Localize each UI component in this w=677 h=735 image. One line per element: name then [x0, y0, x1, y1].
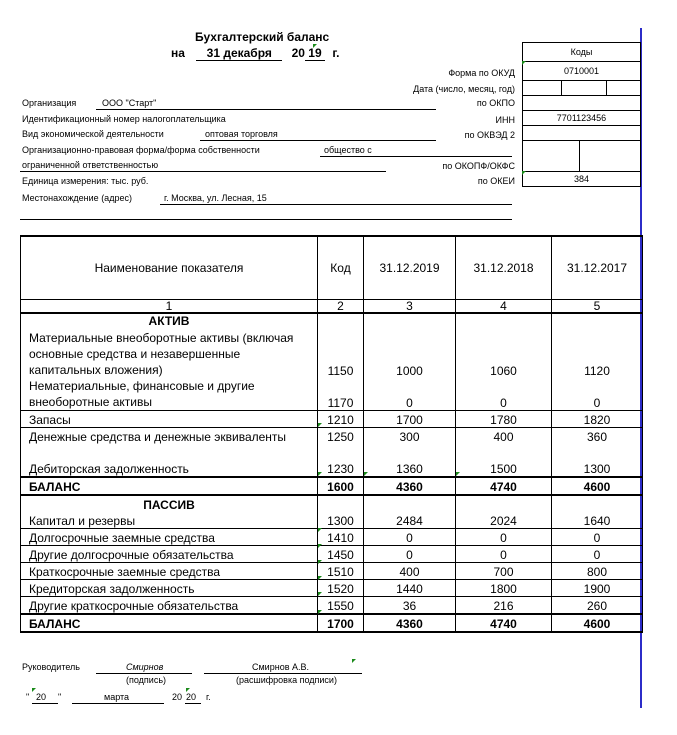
row-value-2019[interactable]: 1700	[364, 411, 456, 428]
row-label: БАЛАНС	[21, 477, 318, 495]
row-code: 1170	[318, 378, 364, 411]
okopf-code[interactable]	[522, 140, 580, 172]
activity-underline	[200, 140, 436, 141]
row-code: 1250	[318, 428, 364, 445]
inn-caption: Идентификационный номер налогоплательщика	[22, 114, 226, 124]
form-underline-2	[20, 171, 386, 172]
row-value-2019[interactable]: 0	[364, 378, 456, 411]
header-code: Код	[318, 236, 364, 300]
row-value-2018[interactable]: 400	[456, 428, 552, 445]
date-year-cell[interactable]	[606, 80, 641, 96]
cell-marker-icon	[522, 61, 526, 65]
row-label: Нематериальные, финансовые и другие внеоборотные активы	[21, 378, 318, 411]
date-code-label: Дата (число, месяц, год)	[413, 84, 515, 94]
row-value-2019[interactable]: 1440	[364, 580, 456, 597]
header-2019: 31.12.2019	[364, 236, 456, 300]
okei-label: по ОКЕИ	[477, 176, 515, 186]
table-row	[21, 597, 643, 615]
row-value-2018[interactable]: 1500	[456, 444, 552, 477]
section-row-passiv	[21, 495, 643, 512]
row-label: Капитал и резервы	[21, 512, 318, 529]
row-value-2019[interactable]: 2484	[364, 512, 456, 529]
col-number: 2	[318, 300, 364, 314]
row-label: БАЛАНС	[21, 614, 318, 632]
cell-marker-icon	[313, 44, 317, 48]
col-number: 4	[456, 300, 552, 314]
col-number: 3	[364, 300, 456, 314]
head-label: Руководитель	[22, 662, 80, 672]
col-number: 5	[552, 300, 643, 314]
table-row	[21, 546, 643, 563]
row-value-2019[interactable]: 4360	[364, 477, 456, 495]
row-value-2018[interactable]: 4740	[456, 477, 552, 495]
date-day-month[interactable]: 31 декабря	[196, 46, 282, 61]
cell-marker-icon	[352, 659, 356, 663]
table-row	[21, 378, 643, 411]
okfs-code[interactable]	[579, 140, 641, 172]
row-value-2018[interactable]: 216	[456, 597, 552, 615]
okei-code[interactable]: 384	[522, 171, 641, 187]
cell-marker-icon	[364, 472, 368, 476]
cell-marker-icon	[318, 560, 322, 564]
cell-marker-icon	[318, 592, 322, 596]
table-header-row	[21, 236, 643, 300]
row-value-2017[interactable]: 360	[552, 428, 643, 445]
row-code: 1450	[318, 546, 364, 563]
row-value-2017[interactable]: 260	[552, 597, 643, 615]
row-label: Долгосрочные заемные средства	[21, 529, 318, 546]
row-value-2019[interactable]: 36	[364, 597, 456, 615]
row-value-2019[interactable]: 1360	[364, 444, 456, 477]
row-code: 1230	[318, 444, 364, 477]
table-row	[21, 411, 643, 428]
row-value-2017[interactable]: 0	[552, 529, 643, 546]
row-label: Кредиторская задолженность	[21, 580, 318, 597]
row-value-2017[interactable]: 0	[552, 546, 643, 563]
row-value-2017[interactable]: 0	[552, 378, 643, 411]
row-code: 1410	[318, 529, 364, 546]
row-value-2017[interactable]: 800	[552, 563, 643, 580]
header-name: Наименование показателя	[21, 236, 318, 300]
row-value-2018[interactable]: 0	[456, 546, 552, 563]
org-underline	[96, 109, 436, 110]
cell-marker-icon	[318, 610, 322, 614]
codes-title: Коды	[522, 42, 641, 62]
row-label: Денежные средства и денежные эквиваленты	[21, 428, 318, 445]
address-label: Местонахождение (адрес)	[22, 193, 132, 203]
sign-year-underline	[185, 703, 201, 704]
row-value-2017[interactable]: 1640	[552, 512, 643, 529]
okopf-label: по ОКОПФ/ОКФС	[442, 161, 515, 171]
activity-value[interactable]: оптовая торговля	[205, 129, 278, 139]
cell-marker-icon	[522, 171, 526, 175]
form-underline-1	[320, 156, 512, 157]
row-code: 1600	[318, 477, 364, 495]
header-2017: 31.12.2017	[552, 236, 643, 300]
table-row	[21, 444, 643, 477]
column-number-row	[21, 300, 643, 314]
col-number: 1	[21, 300, 318, 314]
inn-code[interactable]: 7701123456	[522, 110, 641, 126]
table-row	[21, 580, 643, 597]
row-label: Дебиторская задолженность	[21, 444, 318, 477]
row-value-2017[interactable]: 1300	[552, 444, 643, 477]
sign-month[interactable]: марта	[104, 692, 130, 702]
row-value-2019[interactable]: 300	[364, 428, 456, 445]
cell-marker-icon	[318, 576, 322, 580]
table-row	[21, 428, 643, 445]
section-title-aktiv: АКТИВ	[21, 313, 318, 328]
date-year-prefix: 20	[291, 46, 305, 60]
address-underline-2	[20, 219, 512, 220]
cell-marker-icon	[456, 472, 460, 476]
row-value-2017[interactable]: 4600	[552, 477, 643, 495]
cell-marker-icon	[186, 688, 190, 692]
row-value-2018[interactable]: 1800	[456, 580, 552, 597]
okpo-code[interactable]	[522, 95, 641, 111]
date-line	[171, 46, 339, 61]
row-value-2018[interactable]: 0	[456, 378, 552, 411]
row-code: 1550	[318, 597, 364, 615]
cell-marker-icon	[318, 544, 322, 548]
document-title: Бухгалтерский баланс	[195, 30, 330, 44]
inn-label: ИНН	[495, 115, 515, 125]
form-value-1[interactable]: общество с	[324, 145, 372, 155]
sign-year-prefix: 20	[172, 692, 183, 702]
sign-day[interactable]: 20	[36, 692, 47, 702]
row-value-2017[interactable]: 1820	[552, 411, 643, 428]
table-row	[21, 563, 643, 580]
signature-caption: (подпись)	[126, 675, 167, 685]
row-label: Краткосрочные заемные средства	[21, 563, 318, 580]
row-value-2019[interactable]: 0	[364, 546, 456, 563]
date-prefix: на	[171, 46, 185, 60]
row-value-2018[interactable]: 2024	[456, 512, 552, 529]
date-year-suffix[interactable]: 19	[305, 46, 325, 61]
row-code: 1300	[318, 512, 364, 529]
okved-code[interactable]	[522, 125, 641, 141]
form-label: Организационно-правовая форма/форма собственности	[22, 145, 260, 155]
okud-code[interactable]: 0710001	[522, 61, 641, 81]
sign-year-suffix[interactable]: 20	[186, 692, 197, 702]
name-underline	[204, 673, 362, 674]
okved-label: по ОКВЭД 2	[464, 130, 515, 140]
section-row-aktiv	[21, 313, 643, 328]
okud-label: Форма по ОКУД	[448, 68, 515, 78]
row-value-2018[interactable]: 4740	[456, 614, 552, 632]
row-value-2018[interactable]: 1060	[456, 328, 552, 378]
table-row	[21, 529, 643, 546]
sign-month-underline	[72, 703, 164, 704]
row-label: Запасы	[21, 411, 318, 428]
sign-day-underline	[32, 703, 58, 704]
balance-table	[20, 235, 643, 633]
name-caption: (расшифровка подписи)	[236, 675, 337, 685]
row-value-2017[interactable]: 4600	[552, 614, 643, 632]
row-code: 1510	[318, 563, 364, 580]
date-quote-close: "	[58, 692, 62, 702]
row-value-2019[interactable]: 400	[364, 563, 456, 580]
total-row-aktiv	[21, 477, 643, 495]
row-label: Другие краткосрочные обязательства	[21, 597, 318, 615]
org-label: Организация	[22, 98, 77, 108]
address-underline	[160, 204, 512, 205]
signature-underline	[96, 673, 192, 674]
row-value-2017[interactable]: 1900	[552, 580, 643, 597]
date-month-cell[interactable]	[561, 80, 607, 96]
row-code: 1210	[318, 411, 364, 428]
row-value-2018[interactable]: 700	[456, 563, 552, 580]
activity-label: Вид экономической деятельности	[22, 129, 164, 139]
cell-marker-icon	[318, 528, 322, 532]
date-quote-open: "	[26, 692, 30, 702]
form-value-2[interactable]: ограниченной ответственностью	[22, 160, 159, 170]
row-value-2018[interactable]: 0	[456, 529, 552, 546]
date-day-cell[interactable]	[522, 80, 562, 96]
cell-marker-icon	[32, 688, 36, 692]
org-value[interactable]: ООО "Старт"	[102, 98, 157, 108]
row-value-2017[interactable]: 1120	[552, 328, 643, 378]
header-2018: 31.12.2018	[456, 236, 552, 300]
date-suffix: г.	[332, 46, 340, 60]
signature-value[interactable]: Смирнов	[126, 662, 164, 672]
name-value[interactable]: Смирнов А.В.	[252, 662, 309, 672]
sign-year-end: г.	[206, 692, 211, 702]
row-value-2018[interactable]: 1780	[456, 411, 552, 428]
row-code: 1520	[318, 580, 364, 597]
table-row	[21, 512, 643, 529]
row-value-2019[interactable]: 1000	[364, 328, 456, 378]
total-row-passiv	[21, 614, 643, 632]
table-row	[21, 328, 643, 378]
row-label: Другие долгосрочные обязательства	[21, 546, 318, 563]
row-label: Материальные внеоборотные активы (включая основные средства и незавершенные капитальных вложения)	[21, 328, 318, 378]
section-title-passiv: ПАССИВ	[21, 495, 318, 512]
okpo-label: по ОКПО	[476, 98, 515, 108]
row-value-2019[interactable]: 4360	[364, 614, 456, 632]
cell-marker-icon	[318, 423, 322, 427]
cell-marker-icon	[318, 472, 322, 476]
row-code: 1150	[318, 328, 364, 378]
row-code: 1700	[318, 614, 364, 632]
address-value[interactable]: г. Москва, ул. Лесная, 15	[164, 193, 267, 203]
codes-box	[522, 42, 641, 187]
row-value-2019[interactable]: 0	[364, 529, 456, 546]
unit-label: Единица измерения: тыс. руб.	[22, 176, 149, 186]
